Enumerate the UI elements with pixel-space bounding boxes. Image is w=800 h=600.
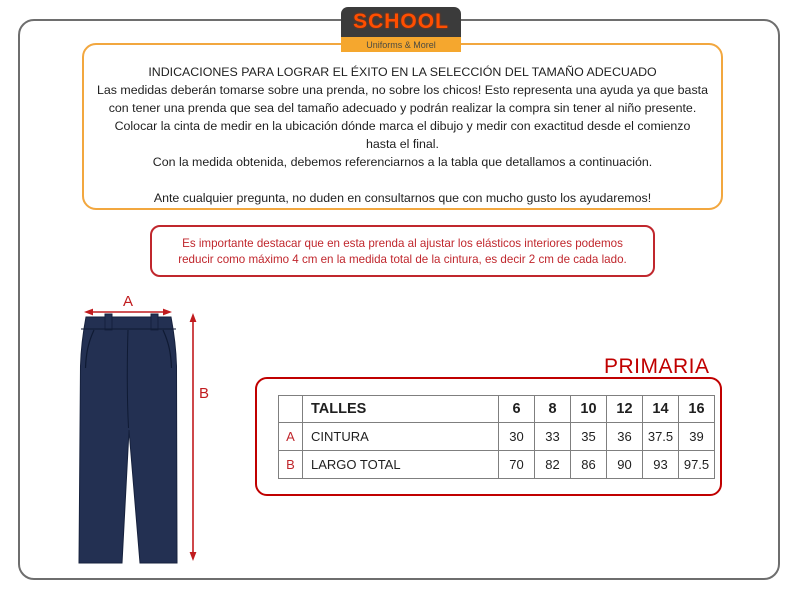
- cintura-value: 36: [607, 423, 643, 451]
- logo-brand-name: SCHOOL: [353, 10, 449, 33]
- cintura-value: 33: [535, 423, 571, 451]
- table-row-cintura: [279, 423, 715, 451]
- cintura-value: 37.5: [643, 423, 679, 451]
- belt-loop: [151, 314, 158, 330]
- instructions-line: Ante cualquier pregunta, no duden en consultarnos que con mucho gusto los ayudaremos!: [153, 191, 652, 205]
- measure-b-arrow: [190, 313, 197, 561]
- largo-value: 90: [607, 451, 643, 479]
- measure-b-label: B: [198, 385, 210, 402]
- row-key: A: [279, 423, 303, 451]
- instructions-box: [82, 43, 723, 210]
- logo-dark-panel: [341, 7, 461, 37]
- largo-value: 97.5: [679, 451, 715, 479]
- note-line: reducir como máximo 4 cm en la medida total de la cintura, es decir 2 cm de cada lado.: [178, 253, 627, 266]
- measure-a-label: A: [122, 293, 134, 310]
- instructions-line: Colocar la cinta de medir en la ubicación dónde marca el dibujo y medir con exactitud desde el comienzo: [114, 119, 691, 133]
- size-col-header: 16: [679, 396, 715, 423]
- row-label: CINTURA: [303, 423, 499, 451]
- cintura-value: 39: [679, 423, 715, 451]
- largo-value: 82: [535, 451, 571, 479]
- elastic-note-box: [150, 225, 655, 277]
- largo-value: 70: [499, 451, 535, 479]
- section-title-primaria: PRIMARIA: [604, 355, 710, 378]
- note-line: Es importante destacar que en esta prenda al ajustar los elásticos interiores podemos: [182, 237, 623, 250]
- largo-value: 93: [643, 451, 679, 479]
- instructions-line: con tener una prenda que sea del tamaño adecuado y podrán realizar la compra sin tener al niño presente.: [108, 101, 697, 115]
- row-label: LARGO TOTAL: [303, 451, 499, 479]
- instructions-line: [84, 171, 721, 189]
- pants-illustration: [79, 314, 177, 563]
- pants-silhouette: [79, 317, 177, 563]
- instructions-line: hasta el final.: [365, 137, 439, 151]
- logo-tagline-strip: [341, 37, 461, 52]
- size-col-header: 6: [499, 396, 535, 423]
- size-col-header: 10: [571, 396, 607, 423]
- size-col-header: 12: [607, 396, 643, 423]
- size-table: [278, 395, 715, 479]
- table-row-largo-total: [279, 451, 715, 479]
- cintura-value: 30: [499, 423, 535, 451]
- size-col-header: 8: [535, 396, 571, 423]
- belt-loop: [105, 314, 112, 330]
- cintura-value: 35: [571, 423, 607, 451]
- corner-cell: [279, 396, 303, 423]
- pants-diagram: [58, 288, 218, 578]
- instructions-line: Las medidas deberán tomarse sobre una prenda, no sobre los chicos! Esto representa una ayuda ya que basta: [97, 83, 708, 97]
- instructions-line: Con la medida obtenida, debemos referenciarnos a la tabla que detallamos a continuación.: [152, 155, 653, 169]
- talles-header: TALLES: [303, 396, 499, 423]
- logo-tagline: Uniforms & Morel: [366, 39, 436, 50]
- brand-logo: [341, 7, 461, 52]
- size-col-header: 14: [643, 396, 679, 423]
- size-table-header-row: [279, 396, 715, 423]
- instructions-title: INDICACIONES PARA LOGRAR EL ÉXITO EN LA SELECCIÓN DEL TAMAÑO ADECUADO: [148, 65, 657, 79]
- largo-value: 86: [571, 451, 607, 479]
- row-key: B: [279, 451, 303, 479]
